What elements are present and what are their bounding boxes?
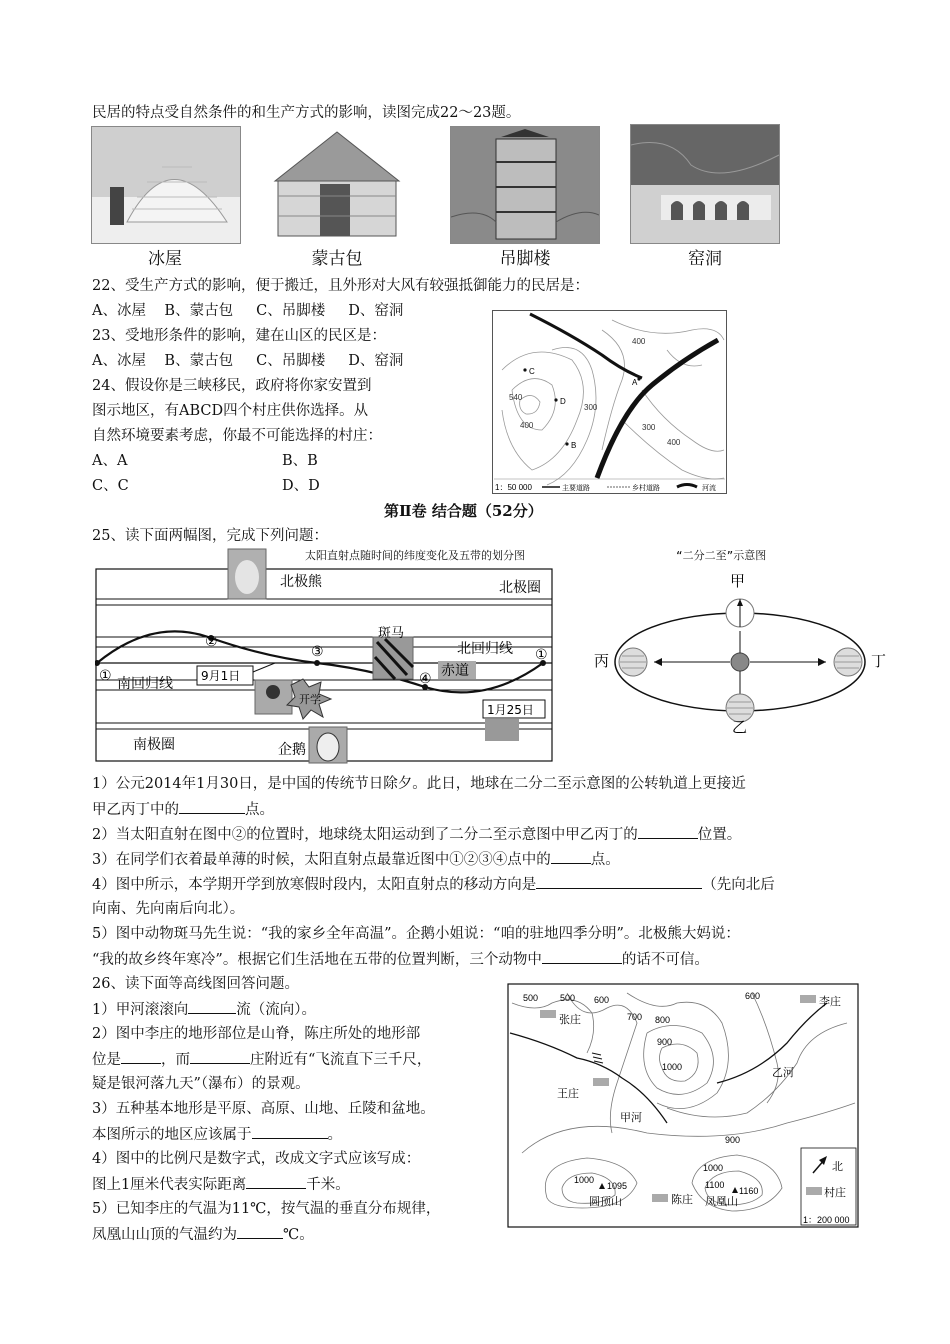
yurt-photo (270, 126, 404, 242)
contour-map-small (492, 310, 728, 495)
map1-label-300a: 300 (584, 403, 598, 412)
map2-c900a: 900 (657, 1037, 673, 1047)
q26-4-line2: 图上1厘米代表实际距离 千米。 (92, 1174, 350, 1195)
map2-c1000b: 1000 (574, 1175, 595, 1185)
stilt-house-photo (450, 126, 600, 244)
map2-zhangzhuang: 张庄 (559, 1013, 581, 1026)
map1-scale: 1：50 000 (495, 483, 532, 492)
q26-3-line2: 本图所示的地区应该属于 。 (92, 1124, 342, 1145)
q26-2-line1: 2）图中李庄的地形部位是山脊，陈庄所处的地形部 (92, 1026, 421, 1042)
date-sep1-label: 9月1日 (201, 669, 241, 683)
q26-5-line1: 5）已知李庄的气温为11℃，按气温的垂直分布规律， (92, 1201, 441, 1217)
q25-1-line2: 甲乙丙丁中的 点。 (92, 799, 274, 820)
map2-c500a: 500 (523, 993, 539, 1003)
school-start-label: 开学 (299, 693, 321, 706)
tropic-north-label: 北回归线 (457, 641, 513, 657)
map1-village-b: B (571, 441, 577, 450)
igloo-photo (91, 126, 241, 244)
map2-scale: 1：200 000 (803, 1215, 850, 1225)
q25-4-line2: 向南、先向南后向北）。 (92, 901, 245, 917)
intro-text: 民居的特点受自然条件的和生产方式的影响，读图完成22～23题。 (92, 105, 521, 121)
cave-dwelling-photo (630, 124, 780, 244)
q26-3-line1: 3）五种基本地形是平原、高原、山地、丘陵和盆地。 (92, 1101, 435, 1117)
map2-wangzhuang: 王庄 (557, 1087, 579, 1100)
q25-3: 3）在同学们衣着最单薄的时候，太阳直射点最靠近图中①②③④点中的 点。 (92, 849, 620, 870)
photo-caption-stilt: 吊脚楼 (499, 249, 551, 269)
date-jan25-label: 1月25日 (487, 703, 534, 717)
q23-text: 23、受地形条件的影响，建在山区的民区是： (92, 328, 386, 344)
answer-blank-26-2a[interactable] (121, 1049, 161, 1064)
point-1-right: ① (535, 647, 548, 663)
q26-1: 1）甲河滚滚向 流（流向）。 (92, 999, 316, 1020)
photo-caption-yurt: 蒙古包 (311, 249, 363, 269)
arctic-circle-label: 北极圈 (499, 580, 541, 596)
answer-blank-25-2[interactable] (638, 824, 698, 839)
point-1-left: ① (99, 668, 112, 684)
point-4: ④ (419, 671, 432, 687)
map2-c900b: 900 (725, 1135, 741, 1145)
map2-yuandingshan: 圆顶山 (589, 1195, 622, 1208)
map2-h1160: 1160 (739, 1186, 759, 1196)
map2-c500b: 500 (560, 993, 576, 1003)
map1-label-400b: 400 (520, 421, 534, 430)
q24-option-b: B、B (282, 453, 318, 469)
answer-blank-25-5[interactable] (542, 949, 622, 964)
answer-blank-25-1[interactable] (179, 799, 245, 814)
q24-option-c: C、C (92, 478, 129, 494)
q26-5-line2: 凤凰山山顶的气温约为 ℃。 (92, 1224, 314, 1245)
solar-latitude-figure (95, 547, 557, 765)
q23-options: A、冰屋 B、蒙古包 C、吊脚楼 D、窑洞 (92, 353, 404, 369)
answer-blank-25-3[interactable] (551, 849, 591, 864)
answer-blank-26-4[interactable] (246, 1174, 306, 1189)
map1-label-300b: 300 (642, 423, 656, 432)
polar-bear-label: 北极熊 (280, 574, 322, 590)
q25-text: 25、读下面两幅图，完成下列问题： (92, 528, 328, 544)
equator-label: 赤道 (441, 663, 469, 679)
map1-label-540: 540 (509, 393, 523, 402)
map1-village-a: A (632, 378, 638, 387)
q25-5-line2: “我的故乡终年寒冷”。根据它们生活地在五带的位置判断，三个动物中 的话不可信。 (92, 949, 709, 970)
map2-c1000c: 1000 (703, 1163, 724, 1173)
orbit-figure (590, 565, 890, 735)
map1-village-d: D (560, 397, 566, 406)
photo-caption-igloo: 冰屋 (148, 249, 182, 269)
orbit-label-jia: 甲 (730, 572, 746, 590)
map1-label-400a: 400 (632, 337, 646, 346)
map2-c800: 800 (655, 1015, 671, 1025)
map2-c1000a: 1000 (662, 1062, 683, 1072)
answer-blank-25-4[interactable] (536, 874, 702, 889)
map1-legend-river: 河流 (702, 484, 716, 492)
q25-5-line1: 5）图中动物斑马先生说：“我的家乡全年高温”。企鹅小姐说：“咱的驻地四季分明”。北极熊大妈说： (92, 926, 740, 942)
point-2: ② (205, 634, 218, 650)
answer-blank-26-1[interactable] (188, 999, 236, 1014)
orbit-label-bing: 丙 (594, 652, 610, 670)
q25-4: 4）图中所示，本学期开学到放寒假时段内，太阳直射点的移动方向是 （先向北后 (92, 874, 775, 895)
map2-fenghuangshan: 凤凰山 (705, 1195, 738, 1208)
map2-c600b: 600 (745, 991, 761, 1001)
map2-yihe: 乙河 (772, 1066, 794, 1079)
orbit-label-ding: 丁 (871, 652, 887, 670)
map1-legend-village: 乡村道路 (632, 484, 660, 492)
map2-h1095: 1095 (607, 1181, 628, 1191)
map1-village-c: C (529, 367, 535, 376)
map2-lizhuang: 李庄 (819, 995, 841, 1008)
map2-c700: 700 (627, 1012, 643, 1022)
antarctic-circle-label: 南极圈 (133, 737, 175, 753)
map1-label-400c: 400 (667, 438, 681, 447)
photo-caption-cave: 窑洞 (688, 249, 722, 269)
map2-north: 北 (832, 1160, 843, 1173)
point-3: ③ (311, 644, 324, 660)
map2-c600a: 600 (594, 995, 610, 1005)
orbit-label-yi: 乙 (732, 718, 748, 735)
fig-left-title: 太阳直射点随时间的纬度变化及五带的划分图 (305, 549, 525, 562)
fig-right-title: “二分二至”示意图 (676, 549, 767, 562)
penguin-label: 企鹅 (278, 742, 306, 758)
q25-1-line1: 1）公元2014年1月30日，是中国的传统节日除夕。此日，地球在二分二至示意图的公转轨道上更接近 (92, 776, 746, 792)
q26-2-line2: 位是 ，而 庄附近有“飞流直下三千尺， (92, 1049, 431, 1070)
answer-blank-26-5[interactable] (237, 1224, 283, 1239)
map2-legend-village: 村庄 (824, 1186, 846, 1199)
contour-map-large (507, 983, 860, 1229)
q24-line2: 图示地区，有ABCD四个村庄供你选择。从 (92, 403, 369, 419)
q22-text: 22、受生产方式的影响，便于搬迁，且外形对大风有较强抵御能力的民居是： (92, 278, 589, 294)
q24-option-d: D、D (282, 478, 320, 494)
map2-chenzhuang: 陈庄 (671, 1193, 693, 1206)
answer-blank-26-2b[interactable] (190, 1049, 250, 1064)
q26-4-line1: 4）图中的比例尺是数字式，改成文字式应该写成： (92, 1151, 421, 1167)
tropic-south-label: 南回归线 (117, 676, 173, 692)
zebra-label: 斑马 (378, 626, 405, 641)
map2-jiahe: 甲河 (620, 1111, 642, 1124)
q24-line1: 24、假设你是三峡移民，政府将你家安置到 (92, 378, 372, 394)
answer-blank-26-3[interactable] (252, 1124, 328, 1139)
q25-2: 2）当太阳直射在图中②的位置时，地球绕太阳运动到了二分二至示意图中甲乙丙丁的 位置。 (92, 824, 741, 845)
q26-2-line3: 疑是银河落九天”（瀑布）的景观。 (92, 1076, 310, 1092)
map2-c1100: 1100 (705, 1180, 725, 1190)
q26-text: 26、读下面等高线图回答问题。 (92, 976, 299, 992)
q22-options: A、冰屋 B、蒙古包 C、吊脚楼 D、窑洞 (92, 303, 404, 319)
section2-title: 第Ⅱ卷 结合题（52分） (384, 502, 543, 520)
map1-legend-road: 主要道路 (562, 484, 590, 492)
q24-option-a: A、A (92, 453, 128, 469)
q24-line3: 自然环境要素考虑，你最不可能选择的村庄： (92, 428, 382, 444)
